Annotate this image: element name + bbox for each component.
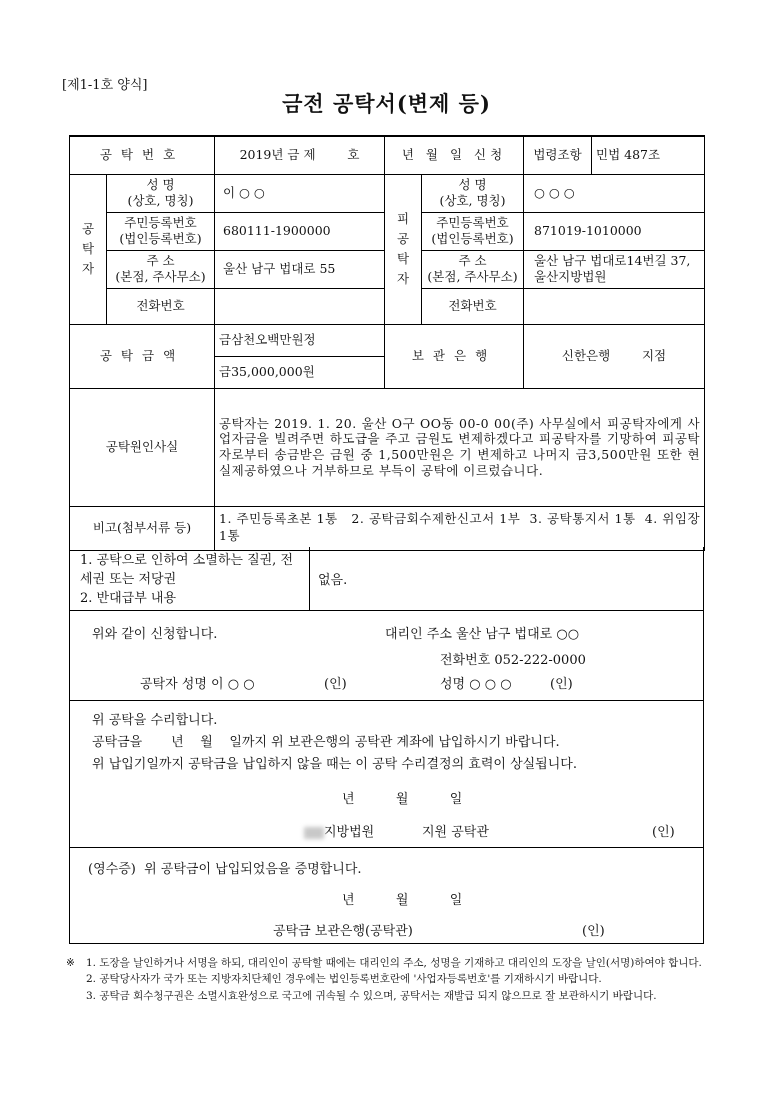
depositor-signature: 공탁자 성명 이 ○ ○ bbox=[140, 677, 255, 692]
application-statement: 위와 같이 신청합니다. bbox=[92, 627, 218, 642]
redacted-mark bbox=[304, 827, 324, 839]
remarks-label: 비고(첨부서류 등) bbox=[70, 506, 215, 550]
note-mark: ※ bbox=[66, 957, 75, 969]
amount-numeric-field[interactable]: 금35,000,000원 bbox=[215, 356, 385, 388]
law-clause-field[interactable]: 민법 487조 bbox=[592, 136, 705, 174]
application-section bbox=[69, 611, 704, 701]
deposit-cause-label: 공탁원인사실 bbox=[70, 388, 215, 506]
court-name: 지방법원 bbox=[324, 825, 375, 840]
deposit-amount-label: 공탁금액 bbox=[70, 324, 215, 388]
footnotes bbox=[66, 955, 711, 1004]
custodian-bank-field[interactable]: 신한은행 지점 bbox=[524, 324, 705, 388]
footnote-text: 2. 공탁당사자가 국가 또는 지방자치단체인 경우에는 법인등록번호란에 '사업자등록번호'를 기재하시기 바랍니다. bbox=[86, 973, 602, 986]
rights-item-1: 1. 공탁으로 인하여 소멸하는 질권, 전세권 또는 저당권 bbox=[80, 553, 294, 587]
deposit-form-table bbox=[69, 135, 705, 551]
acceptance-line-1: 위 공탁을 수리합니다. bbox=[92, 713, 218, 728]
depositee-phone-field[interactable] bbox=[524, 288, 705, 324]
depositor-phone-label: 전화번호 bbox=[107, 288, 215, 324]
acceptance-section bbox=[69, 701, 704, 848]
depositor-seal[interactable]: (인) bbox=[324, 677, 347, 692]
receipt-line: (영수증) 위 공탁금이 납입되었음을 증명합니다. bbox=[88, 862, 362, 877]
rights-item-2: 2. 반대급부 내용 bbox=[80, 590, 177, 606]
receipt-bank: 공탁금 보관은행(공탁관) bbox=[273, 924, 413, 939]
depositor-id-label: 주민등록번호 (법인등록번호) bbox=[107, 212, 215, 250]
depositor-id-field[interactable]: 680111-1900000 bbox=[215, 212, 385, 250]
footnote-text: 1. 도장을 날인하거나 서명을 하되, 대리인이 공탁할 때에는 대리인의 주소, 성명을 기재하고 대리인의 도장을 날인(서명)하여야 합니다. bbox=[86, 957, 702, 969]
depositor-name-label: 성 명 (상호, 명칭) bbox=[107, 174, 215, 212]
court-line bbox=[304, 821, 374, 840]
depositee-side-text: 피공탁자 bbox=[396, 211, 410, 286]
acceptance-line-3: 위 납입기일까지 공탁금을 납입하지 않을 때는 이 공탁 수리결정의 효력이 상실됩니다. bbox=[92, 757, 577, 772]
receipt-seal[interactable]: (인) bbox=[582, 924, 605, 939]
depositee-id-field[interactable]: 871019-1010000 bbox=[524, 212, 705, 250]
depositor-side-label bbox=[70, 174, 107, 324]
depositee-id-label: 주민등록번호 (법인등록번호) bbox=[422, 212, 524, 250]
application-date-label: 년 월 일 신청 bbox=[385, 136, 524, 174]
officer-seal[interactable]: (인) bbox=[652, 825, 675, 840]
agent-phone: 전화번호 052-222-0000 bbox=[440, 653, 586, 668]
depositor-name-field[interactable]: 이 ○ ○ bbox=[215, 174, 385, 212]
deposit-cause-field[interactable]: 공탁자는 2019. 1. 20. 울산 O구 OO동 00-0 00(주) 사무실에서 피공탁자에게 사업자금을 빌려주면 하도급을 주고 금원도 변제하겠다고 피공탁자를 기망하여 피공탁자로부터 송금받은 금원 중 1,500만원은 기 변제하고 나머지 금3,500만원 또한 현실제공하였으나 거부하므로 부득이 공탁에 이르렀습니다. bbox=[215, 388, 705, 506]
extinguished-rights-label bbox=[70, 547, 310, 610]
remarks-field[interactable]: 1. 주민등록초본 1통 2. 공탁금회수제한신고서 1부 3. 공탁통지서 1통 4. 위임장 1통 bbox=[215, 506, 705, 550]
extinguished-rights-section bbox=[69, 547, 704, 611]
agent-seal[interactable]: (인) bbox=[550, 677, 573, 692]
amount-korean-field[interactable]: 금삼천오백만원정 bbox=[215, 324, 385, 356]
depositor-address-label: 주 소 (본점, 주사무소) bbox=[107, 250, 215, 288]
receipt-section bbox=[69, 848, 704, 944]
page-title: 금전 공탁서(변제 등) bbox=[282, 91, 491, 116]
depositee-name-field[interactable]: ○ ○ ○ bbox=[524, 174, 705, 212]
footnote-item bbox=[66, 955, 711, 971]
depositee-phone-label: 전화번호 bbox=[422, 288, 524, 324]
depositee-address-label: 주 소 (본점, 주사무소) bbox=[422, 250, 524, 288]
depositor-side-text: 공탁자 bbox=[81, 221, 95, 276]
form-label: [제1-1호 양식] bbox=[62, 78, 148, 93]
deposit-number-field[interactable]: 2019년 금 제 호 bbox=[215, 136, 385, 174]
acceptance-date: 년 월 일 bbox=[342, 792, 463, 807]
footnote-text: 3. 공탁금 회수청구권은 소멸시효완성으로 국고에 귀속될 수 있으며, 공탁서는 재발급 되지 않으므로 잘 보관하시기 바랍니다. bbox=[86, 989, 657, 1002]
agent-name: 성명 ○ ○ ○ bbox=[440, 677, 512, 692]
custodian-bank-label: 보관은행 bbox=[385, 324, 524, 388]
acceptance-line-2: 공탁금을 년 월 일까지 위 보관은행의 공탁관 계좌에 납입하시기 바랍니다. bbox=[92, 735, 560, 750]
footnote-item bbox=[66, 971, 711, 987]
deposit-number-label: 공탁번호 bbox=[70, 136, 215, 174]
depositor-address-field[interactable]: 울산 남구 법대로 55 bbox=[215, 250, 385, 288]
rights-value-field[interactable]: 없음. bbox=[318, 573, 348, 588]
agent-address: 대리인 주소 울산 남구 법대로 ○○ bbox=[385, 627, 580, 642]
footnote-item bbox=[66, 988, 711, 1004]
depositee-address-field[interactable]: 울산 남구 법대로14번길 37, 울산지방법원 bbox=[524, 250, 705, 288]
depositee-name-label: 성 명 (상호, 명칭) bbox=[422, 174, 524, 212]
law-clause-label: 법령조항 bbox=[524, 136, 592, 174]
receipt-date: 년 월 일 bbox=[342, 893, 463, 908]
depositee-side-label bbox=[385, 174, 422, 324]
branch-officer: 지원 공탁관 bbox=[422, 825, 489, 840]
depositor-phone-field[interactable] bbox=[215, 288, 385, 324]
